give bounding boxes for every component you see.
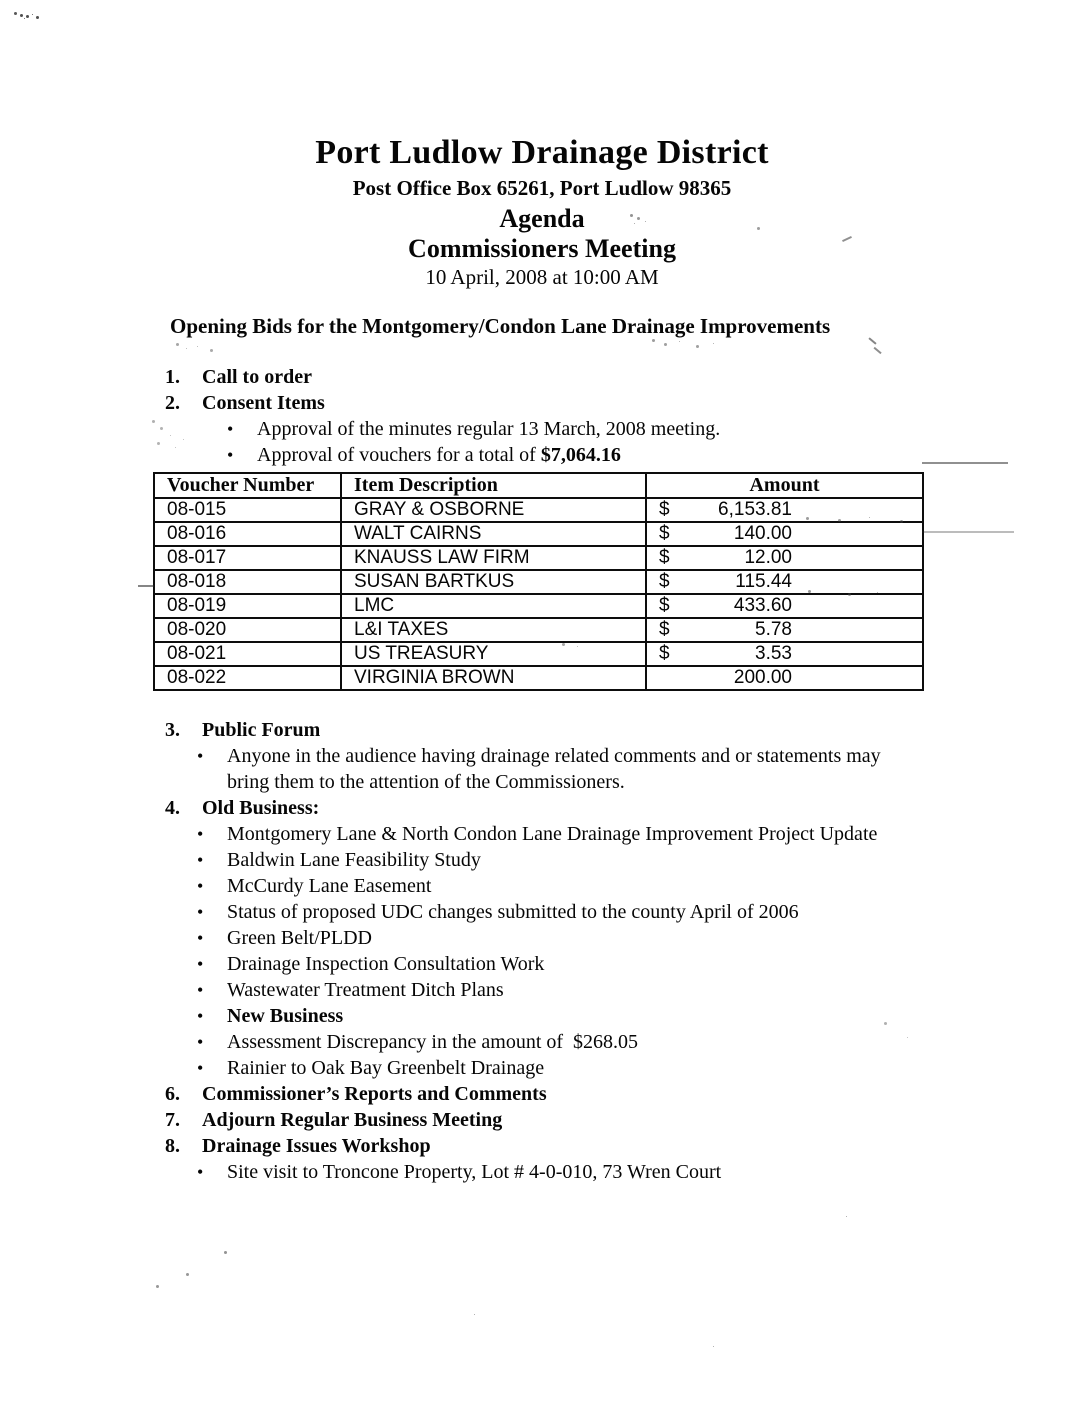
agenda-item-1 xyxy=(165,364,1084,390)
scan-artifact xyxy=(562,643,565,646)
description-cell: VIRGINIA BROWN xyxy=(341,666,646,690)
voucher-cell: 08-017 xyxy=(154,546,341,570)
bullet-icon: • xyxy=(197,746,204,766)
bullet-text: Rainier to Oak Bay Greenbelt Drainage xyxy=(227,1057,545,1079)
bullet-icon: • xyxy=(197,954,204,974)
item-title: Old Business: xyxy=(202,797,320,819)
bullet-text: Approval of the minutes regular 13 March, 2008 meeting. xyxy=(257,418,721,440)
bullet-text: Drainage Inspection Consultation Work xyxy=(227,953,545,975)
bullet-icon: • xyxy=(227,419,234,439)
doc-type-label: Agenda xyxy=(499,204,585,233)
item-number: 1. xyxy=(165,366,180,388)
bullet-text: Baldwin Lane Feasibility Study xyxy=(227,849,481,871)
consent-bullet-vouchers xyxy=(227,442,1084,468)
description-cell: SUSAN BARTKUS xyxy=(341,570,646,594)
old-business-bullet xyxy=(197,899,1084,925)
bullet-icon: • xyxy=(197,1006,204,1026)
item-number: 3. xyxy=(165,719,180,741)
item-title: Commissioner’s Reports and Comments xyxy=(202,1083,547,1105)
bullet-icon: • xyxy=(227,445,234,465)
description-cell: GRAY & OSBORNE xyxy=(341,498,646,522)
document-header xyxy=(0,0,1084,290)
bullet-text: Status of proposed UDC changes submitted to the county April of 2006 xyxy=(227,901,799,923)
bullet-text: New Business xyxy=(227,1005,344,1027)
page-title: Port Ludlow Drainage District xyxy=(315,134,769,171)
item-number: 4. xyxy=(165,797,180,819)
description-cell: L&I TAXES xyxy=(341,618,646,642)
table-header-row xyxy=(154,473,923,498)
old-business-bullet xyxy=(197,873,1084,899)
amount-cell xyxy=(646,522,923,546)
item-number: 7. xyxy=(165,1109,180,1131)
old-business-bullet xyxy=(197,951,1084,977)
old-business-bullet xyxy=(197,1055,1084,1081)
agenda-item-4 xyxy=(165,795,1084,821)
amount-cell xyxy=(646,570,923,594)
scan-artifact xyxy=(224,1251,227,1254)
bullet-text: Montgomery Lane & North Condon Lane Drainage Improvement Project Update xyxy=(227,823,878,845)
bullet-icon: • xyxy=(197,1162,204,1182)
item-title: Adjourn Regular Business Meeting xyxy=(202,1109,503,1131)
table-row xyxy=(154,642,923,666)
description-cell: WALT CAIRNS xyxy=(341,522,646,546)
meeting-title: Commissioners Meeting xyxy=(408,234,676,263)
voucher-cell: 08-021 xyxy=(154,642,341,666)
table-row xyxy=(154,546,923,570)
scan-artifact xyxy=(152,420,155,423)
table-row xyxy=(154,594,923,618)
currency-symbol: $ xyxy=(659,595,670,616)
amount-value: 115.44 xyxy=(735,571,792,592)
currency-symbol: $ xyxy=(659,643,670,664)
amount-value: 6,153.81 xyxy=(718,499,792,520)
currency-symbol: $ xyxy=(659,619,670,640)
voucher-cell: 08-022 xyxy=(154,666,341,690)
description-cell: US TREASURY xyxy=(341,642,646,666)
meeting-datetime: 10 April, 2008 at 10:00 AM xyxy=(425,265,659,289)
bullet-icon: • xyxy=(197,1032,204,1052)
scan-artifact xyxy=(884,1022,887,1025)
bullet-text: Approval of vouchers for a total of $7,064.16 xyxy=(257,444,621,466)
table-row xyxy=(154,618,923,642)
currency-symbol: $ xyxy=(659,499,670,520)
bullet-icon: • xyxy=(197,980,204,1000)
scan-artifact xyxy=(922,462,1008,464)
voucher-cell: 08-020 xyxy=(154,618,341,642)
amount-value: 140.00 xyxy=(733,523,792,544)
voucher-cell: 08-019 xyxy=(154,594,341,618)
agenda-item-6 xyxy=(165,1081,1084,1107)
currency-symbol: $ xyxy=(659,547,670,568)
agenda-item-7 xyxy=(165,1107,1084,1133)
bullet-text: Wastewater Treatment Ditch Plans xyxy=(227,979,504,1001)
item-title: Drainage Issues Workshop xyxy=(202,1135,431,1157)
scan-artifact xyxy=(138,585,154,587)
amount-value: 433.60 xyxy=(733,595,792,616)
bullet-icon: • xyxy=(197,876,204,896)
scan-artifact xyxy=(868,337,876,344)
public-forum-bullet xyxy=(197,743,1084,795)
amount-value: 5.78 xyxy=(755,619,792,640)
old-business-bullet xyxy=(197,847,1084,873)
old-business-bullet xyxy=(197,977,1084,1003)
item-title: Public Forum xyxy=(202,719,321,741)
currency-symbol: $ xyxy=(659,571,670,592)
description-cell: KNAUSS LAW FIRM xyxy=(341,546,646,570)
bullet-icon: • xyxy=(197,1058,204,1078)
scan-artifact xyxy=(630,214,633,217)
item-number: 8. xyxy=(165,1135,180,1157)
amount-cell xyxy=(646,594,923,618)
old-business-bullet xyxy=(197,1029,1084,1055)
scan-artifact xyxy=(176,343,179,346)
bullet-icon: • xyxy=(197,824,204,844)
header-item-description: Item Description xyxy=(341,473,646,498)
amount-cell xyxy=(646,642,923,666)
voucher-cell: 08-016 xyxy=(154,522,341,546)
amount-value: 12.00 xyxy=(744,547,792,568)
table-row xyxy=(154,666,923,690)
bullet-text: Green Belt/PLDD xyxy=(227,927,372,949)
item-title: Call to order xyxy=(202,366,312,388)
description-cell: LMC xyxy=(341,594,646,618)
bullet-text: Site visit to Troncone Property, Lot # 4-0-010, 73 Wren Court xyxy=(227,1161,722,1183)
table-row xyxy=(154,522,923,546)
consent-bullet-minutes xyxy=(227,416,1084,442)
header-voucher-number: Voucher Number xyxy=(154,473,341,498)
item-number: 2. xyxy=(165,392,180,414)
amount-value: 200.00 xyxy=(733,667,792,688)
scan-artifact xyxy=(922,531,1014,533)
bullet-text: Assessment Discrepancy in the amount of $268.05 xyxy=(227,1031,639,1053)
bullet-icon: • xyxy=(197,928,204,948)
item-number: 6. xyxy=(165,1083,180,1105)
bullet-icon: • xyxy=(197,850,204,870)
amount-cell xyxy=(646,618,923,642)
amount-cell xyxy=(646,498,923,522)
scan-artifact xyxy=(14,12,17,15)
bullet-icon: • xyxy=(197,902,204,922)
po-address: Post Office Box 65261, Port Ludlow 98365 xyxy=(352,176,732,200)
agenda-item-3 xyxy=(165,717,1084,743)
agenda-item-2 xyxy=(165,390,1084,416)
agenda-list xyxy=(165,364,1084,1185)
scan-artifact xyxy=(757,227,760,230)
amount-cell xyxy=(646,546,923,570)
voucher-cell: 08-018 xyxy=(154,570,341,594)
agenda-item-8 xyxy=(165,1133,1084,1159)
item-title: Consent Items xyxy=(202,392,325,414)
subject-line: Opening Bids for the Montgomery/Condon Lane Drainage Improvements xyxy=(170,314,831,338)
site-visit-bullet xyxy=(197,1159,1084,1185)
old-business-bullet xyxy=(197,821,1084,847)
new-business-bullet xyxy=(197,1003,1084,1029)
voucher-total: $7,064.16 xyxy=(540,444,621,466)
header-amount: Amount xyxy=(646,473,923,498)
amount-value: 3.53 xyxy=(755,643,792,664)
old-business-bullet xyxy=(197,925,1084,951)
currency-symbol: $ xyxy=(659,523,670,544)
bullet-text: McCurdy Lane Easement xyxy=(227,875,432,897)
voucher-cell: 08-015 xyxy=(154,498,341,522)
bullet-text: Anyone in the audience having drainage related comments and or statements may bring them to the attention of the Commissioners. xyxy=(227,745,886,793)
scan-artifact xyxy=(806,517,809,520)
amount-cell xyxy=(646,666,923,690)
voucher-table xyxy=(153,472,924,691)
scan-artifact xyxy=(652,339,655,342)
scan-artifact xyxy=(808,590,811,593)
